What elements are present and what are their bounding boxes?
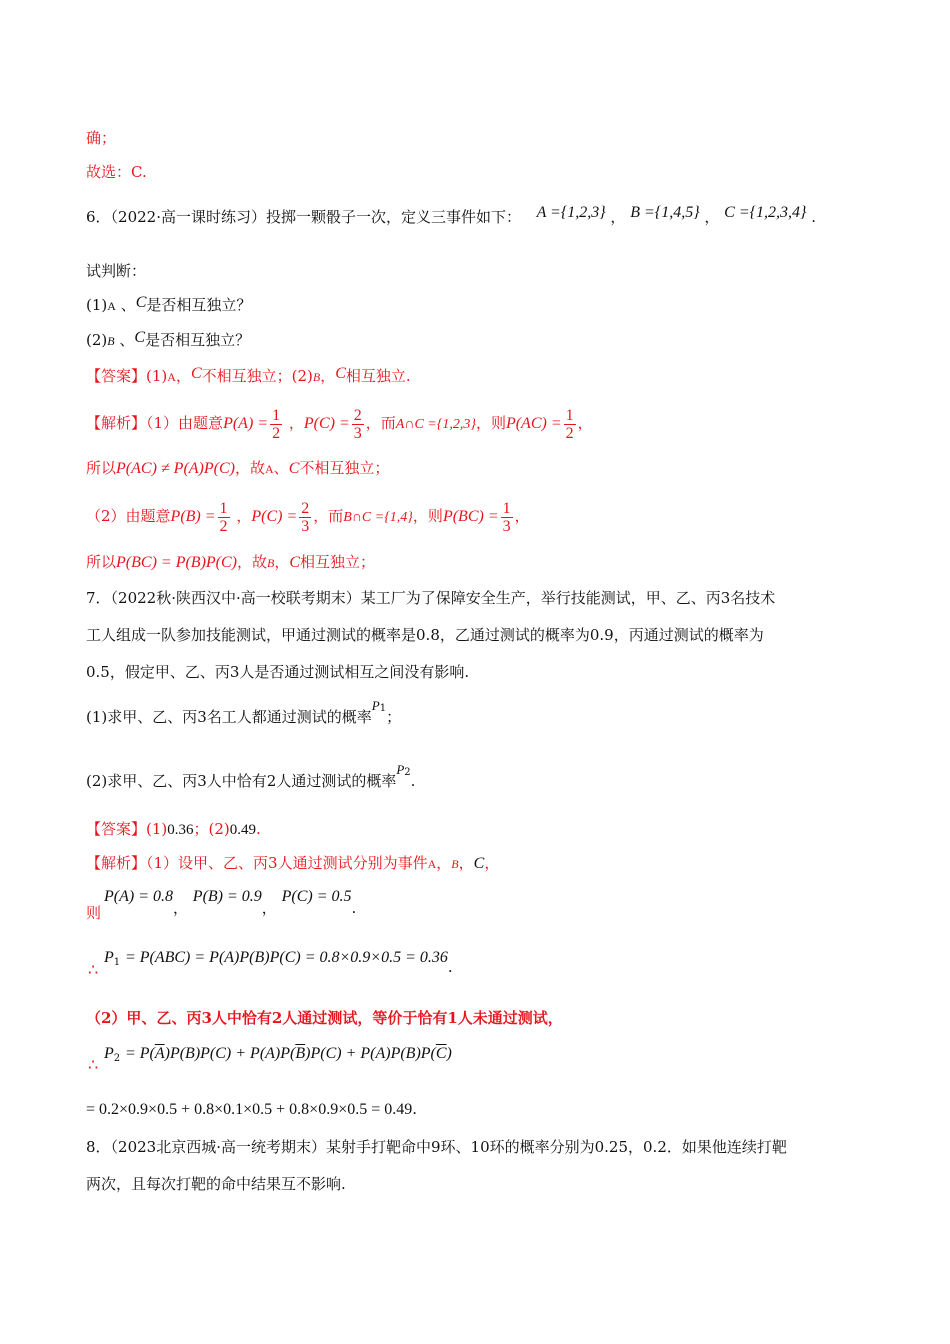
q7-then-label: 则 [86, 904, 102, 922]
q6-stem [86, 206, 864, 229]
q6-set-b: B ={1,4,5} [630, 204, 700, 221]
subscript: 2 [404, 767, 411, 778]
prob-symbol: P [104, 949, 114, 966]
prob-expr: P(B) = [170, 508, 216, 525]
answer-value: 0.49 [229, 822, 257, 838]
prob-expr: P(BC) = [442, 508, 499, 525]
prob-expr: P(BC) = P(B)P(C) [116, 554, 237, 571]
prob-expr: P(AC) = [505, 415, 562, 432]
fraction: $\frac{1}{2}$ [565, 406, 574, 442]
separator: ， [577, 414, 593, 432]
fraction: $\frac{2}{3}$ [353, 406, 362, 442]
prob-equation-part: = P( [124, 1045, 155, 1062]
q6-sep: ， [704, 208, 720, 226]
separator: ， [274, 553, 290, 571]
answer-text: 相互独立. [345, 367, 411, 385]
prob-equation-part: ) [446, 1045, 452, 1062]
solution-text: 所以 [86, 553, 117, 571]
prob-expr: P(C) = 0.5 [281, 888, 352, 905]
prob-equation-part: )P(C) + P(A)P(B)P( [305, 1045, 436, 1062]
q6-end: . [811, 208, 816, 226]
event-c: C [190, 365, 202, 382]
q7-p2-equation [104, 1042, 864, 1070]
q7-stem-line-2: 工人组成一队参加技能测试，甲通过测试的概率是0.8，乙通过测试的概率为0.9，丙通过测试的概率为 [86, 626, 764, 644]
separator: ， [261, 899, 277, 917]
prob-equation-part: )P(B)P(C) + P(A)P( [164, 1045, 296, 1062]
subscript: 1 [113, 957, 121, 968]
solution-text: ，而 [365, 414, 396, 432]
event-c: C [473, 855, 485, 872]
separator: ， [288, 414, 304, 432]
solution-tag: 【解析】 [86, 414, 147, 432]
q6-solution-2-conclusion [86, 551, 864, 574]
q7-part-2 [86, 762, 864, 798]
event-b: B [312, 370, 321, 384]
q7-answer [86, 818, 864, 841]
intersection-expr: B∩C ={1,4} [343, 510, 413, 525]
solution-text: ，则 [475, 414, 506, 432]
part-text: (2)求甲、乙、丙3人中恰有2人通过测试的概率 [86, 772, 397, 790]
separator: . [256, 820, 261, 838]
fraction: $\frac{2}{3}$ [301, 499, 310, 535]
solution-text: ，故 [234, 459, 265, 477]
q7-p2-calculation [86, 1098, 864, 1121]
separator: ， [236, 507, 252, 525]
separator: ， [175, 367, 191, 385]
part-number: (1) [86, 296, 108, 314]
event-b: B [451, 857, 459, 871]
event-a: A [107, 299, 116, 313]
subscript: 1 [379, 703, 387, 714]
q7-solution-2: （2）甲、乙、丙3人中恰有2人通过测试，等价于恰有1人未通过测试， [86, 1009, 563, 1027]
fraction: $\frac{1}{2}$ [272, 406, 281, 442]
event-c: C [135, 294, 147, 311]
answer-tag: 【答案】 [86, 820, 147, 838]
q6-prompt: 试判断： [86, 262, 147, 280]
prob-equation: = P(ABC) = P(A)P(B)P(C) = 0.8×0.9×0.5 = 0.36 [124, 949, 448, 966]
prob-expr: P(B) = 0.9 [192, 888, 262, 905]
prev-answer-choice: 故选：C. [86, 163, 147, 181]
solution-text: 所以 [86, 459, 117, 477]
solution-text: （1）由题意 [146, 414, 224, 432]
q7-p1-equation [104, 946, 864, 974]
prob-expr: P(A) = 0.8 [104, 888, 173, 905]
part-text: 是否相互独立？ [146, 296, 252, 314]
answer-part: ；(2) [193, 820, 230, 838]
separator: ， [514, 507, 530, 525]
fraction: $\frac{1}{3}$ [502, 499, 511, 535]
q6-solution-2 [86, 496, 864, 536]
event-c: C [289, 554, 301, 571]
solution-text: （2）由题意 [86, 507, 171, 525]
answer-part: (1) [146, 367, 168, 385]
separator: . [351, 899, 357, 917]
part-text: 是否相互独立？ [145, 331, 251, 349]
q8-stem-line-1: 8．（2023北京西城·高一统考期末）某射手打靶命中9环、10环的概率分别为0.25，0.2．如果他连续打靶 [86, 1138, 787, 1156]
q6-part-2 [86, 329, 864, 352]
solution-text: 相互独立； [300, 553, 376, 571]
event-a: A [167, 370, 176, 384]
separator: ， [173, 899, 189, 917]
separator: 、 [119, 331, 135, 349]
solution-text: ，则 [412, 507, 443, 525]
prob-calculation: = 0.2×0.9×0.5 + 0.8×0.1×0.5 + 0.8×0.9×0.5 = 0.49 [86, 1101, 413, 1118]
q6-set-a: A ={1,2,3} [536, 204, 606, 221]
solution-text: 不相互独立； [299, 459, 390, 477]
q7-solution-1 [86, 852, 864, 875]
prob-expr: P(C) = [303, 415, 350, 432]
complement-c: $\overline{C}$ [435, 1045, 447, 1062]
answer-tag: 【答案】 [86, 367, 147, 385]
subscript: 2 [113, 1053, 121, 1064]
separator: . [410, 772, 416, 790]
answer-part: (1) [146, 820, 168, 838]
therefore-symbol: ∴ [88, 1055, 99, 1074]
event-c: C [288, 460, 300, 477]
event-a: A [427, 857, 437, 871]
q6-solution-1-conclusion [86, 457, 864, 480]
event-c: C [335, 365, 346, 382]
event-b: B [107, 334, 115, 348]
q6-solution-1 [86, 403, 864, 443]
prob-symbol: P [104, 1045, 114, 1062]
event-c: C [134, 329, 146, 346]
separator: ， [320, 367, 336, 385]
solution-text: ，故 [237, 553, 268, 571]
separator: ， [484, 854, 500, 872]
event-b: B [267, 556, 275, 570]
separator: 、 [273, 459, 289, 477]
complement-b: $\overline{B}$ [295, 1045, 306, 1062]
solution-text: （1）设甲、乙、丙3人通过测试分别为事件 [146, 854, 428, 872]
q8-stem-line-2: 两次，且每次打靶的命中结果互不影响. [86, 1175, 346, 1193]
event-a: A [265, 462, 274, 476]
solution-text: ，而 [313, 507, 344, 525]
q6-sep: ， [610, 208, 626, 226]
answer-text: 不相互独立；(2) [201, 367, 313, 385]
q6-head: 6．（2022·高一课时练习）投掷一颗骰子一次，定义三事件如下： [86, 208, 521, 226]
q7-prob-values [104, 885, 864, 917]
prob-symbol: P [371, 698, 380, 713]
separator: ， [458, 854, 474, 872]
prob-symbol: P [396, 762, 405, 777]
complement-a: $\overline{A}$ [154, 1045, 165, 1062]
part-text: (1)求甲、乙、丙3名工人都通过测试的概率 [86, 708, 372, 726]
fraction: $\frac{1}{2}$ [219, 499, 228, 535]
solution-tag: 【解析】 [86, 854, 147, 872]
q7-part-1 [86, 698, 864, 734]
separator: ， [436, 854, 452, 872]
prev-answer-tail: 确； [86, 129, 117, 147]
q7-stem-line-1: 7．（2022秋·陕西汉中·高一校联考期末）某工厂为了保障安全生产，举行技能测试，甲、乙、丙3名技术 [86, 589, 776, 607]
prob-expr: P(A) = [223, 415, 269, 432]
answer-value: 0.36 [167, 822, 194, 838]
q6-part-1 [86, 294, 864, 317]
intersection-expr: A∩C ={1,2,3} [395, 417, 476, 432]
q7-stem-line-3: 0.5，假定甲、乙、丙3人是否通过测试相互之间没有影响. [86, 663, 470, 681]
q6-set-c: C ={1,2,3,4} [724, 204, 807, 221]
prob-expr: P(AC) ≠ P(A)P(C) [116, 460, 235, 477]
part-number: (2) [86, 331, 108, 349]
separator: 、 [120, 296, 136, 314]
q6-answer [86, 365, 864, 388]
separator: . [447, 958, 453, 976]
therefore-symbol: ∴ [88, 960, 99, 979]
prob-expr: P(C) = [251, 508, 298, 525]
separator: ； [386, 708, 402, 726]
separator: . [412, 1100, 418, 1118]
